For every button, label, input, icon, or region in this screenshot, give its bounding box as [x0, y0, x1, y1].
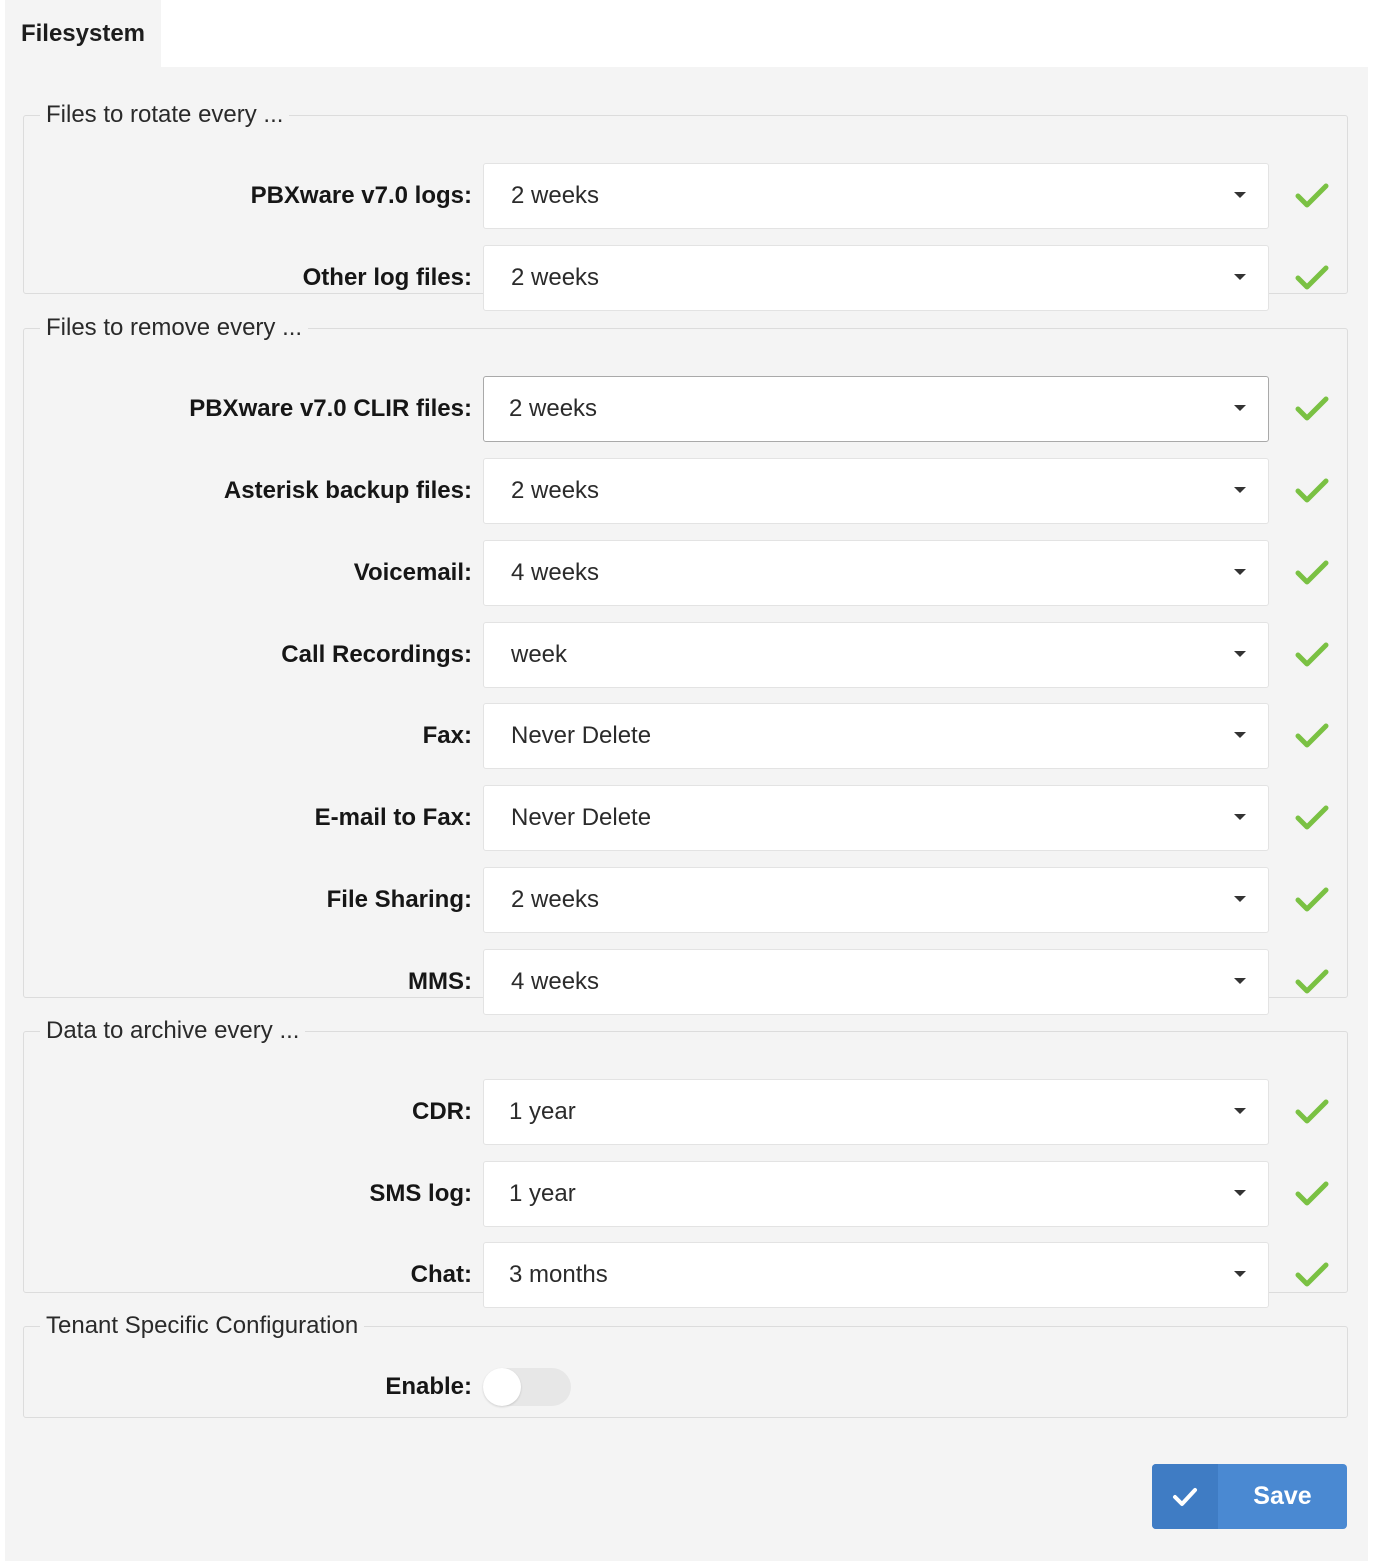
section-archive-legend: Data to archive every ...	[46, 1017, 300, 1044]
email-to-fax-value: Never Delete	[511, 804, 652, 831]
caret-down-icon	[1234, 1271, 1246, 1277]
row-voicemail	[24, 540, 1347, 606]
row-fax	[24, 703, 1347, 769]
caret-down-icon	[1234, 651, 1246, 657]
clir-files-label: PBXware v7.0 CLIR files:	[189, 395, 472, 422]
fax-select[interactable]	[483, 703, 1269, 769]
fax-value: Never Delete	[511, 722, 652, 749]
chat-value: 3 months	[509, 1261, 608, 1288]
check-icon	[1295, 968, 1329, 996]
caret-down-icon	[1234, 405, 1246, 411]
other-logs-select[interactable]	[483, 245, 1269, 311]
toggle-knob	[483, 1368, 521, 1406]
enable-label: Enable:	[385, 1373, 472, 1400]
section-remove	[23, 314, 1348, 998]
fax-label: Fax:	[422, 722, 472, 749]
check-icon	[1295, 1098, 1329, 1126]
row-chat	[24, 1242, 1347, 1308]
check-icon	[1295, 264, 1329, 292]
row-mms	[24, 949, 1347, 1015]
enable-toggle[interactable]	[483, 1368, 571, 1406]
check-icon	[1172, 1486, 1198, 1508]
settings-panel	[5, 67, 1368, 1561]
save-icon-area	[1152, 1464, 1218, 1529]
row-clir-files	[24, 376, 1347, 442]
caret-down-icon	[1234, 732, 1246, 738]
clir-files-value: 2 weeks	[509, 395, 598, 422]
file-sharing-select[interactable]	[483, 867, 1269, 933]
tab-label: Filesystem	[20, 19, 146, 47]
check-icon	[1295, 886, 1329, 914]
pbxware-logs-label: PBXware v7.0 logs:	[250, 182, 472, 209]
check-icon	[1295, 1180, 1329, 1208]
caret-down-icon	[1234, 487, 1246, 493]
section-tenant-legend: Tenant Specific Configuration	[46, 1312, 359, 1339]
row-other-logs	[24, 245, 1347, 311]
call-recordings-label: Call Recordings:	[281, 641, 472, 668]
section-archive	[23, 1017, 1348, 1293]
sms-log-label: SMS log:	[369, 1180, 472, 1207]
section-rotate-legend: Files to rotate every ...	[46, 101, 284, 128]
check-icon	[1295, 477, 1329, 505]
check-icon	[1295, 395, 1329, 423]
check-icon	[1295, 641, 1329, 669]
email-to-fax-select[interactable]	[483, 785, 1269, 851]
check-icon	[1295, 1261, 1329, 1289]
other-logs-value: 2 weeks	[511, 264, 600, 291]
clir-files-select[interactable]	[483, 376, 1269, 442]
cdr-value: 1 year	[509, 1098, 576, 1125]
chat-label: Chat:	[410, 1261, 472, 1288]
caret-down-icon	[1234, 192, 1246, 198]
other-logs-label: Other log files:	[302, 264, 472, 291]
caret-down-icon	[1234, 569, 1246, 575]
row-sms-log	[24, 1161, 1347, 1227]
check-icon	[1295, 804, 1329, 832]
row-email-to-fax	[24, 785, 1347, 851]
asterisk-backup-label: Asterisk backup files:	[223, 477, 472, 504]
file-sharing-value: 2 weeks	[511, 886, 600, 913]
voicemail-label: Voicemail:	[353, 559, 472, 586]
asterisk-backup-value: 2 weeks	[511, 477, 600, 504]
caret-down-icon	[1234, 896, 1246, 902]
call-recordings-value: week	[511, 641, 568, 668]
pbxware-logs-select[interactable]	[483, 163, 1269, 229]
section-rotate	[23, 101, 1348, 294]
email-to-fax-label: E-mail to Fax:	[314, 804, 472, 831]
row-call-recordings	[24, 622, 1347, 688]
voicemail-select[interactable]	[483, 540, 1269, 606]
call-recordings-select[interactable]	[483, 622, 1269, 688]
section-remove-legend: Files to remove every ...	[46, 314, 303, 341]
cdr-label: CDR:	[412, 1098, 472, 1125]
row-asterisk-backup	[24, 458, 1347, 524]
mms-select[interactable]	[483, 949, 1269, 1015]
asterisk-backup-select[interactable]	[483, 458, 1269, 524]
section-tenant	[23, 1312, 1348, 1418]
caret-down-icon	[1234, 814, 1246, 820]
file-sharing-label: File Sharing:	[326, 886, 472, 913]
mms-label: MMS:	[408, 968, 472, 995]
pbxware-logs-value: 2 weeks	[511, 182, 600, 209]
sms-log-value: 1 year	[509, 1180, 576, 1207]
cdr-select[interactable]	[483, 1079, 1269, 1145]
caret-down-icon	[1234, 978, 1246, 984]
sms-log-select[interactable]	[483, 1161, 1269, 1227]
caret-down-icon	[1234, 1190, 1246, 1196]
save-button-label: Save	[1253, 1482, 1312, 1510]
caret-down-icon	[1234, 274, 1246, 280]
chat-select[interactable]	[483, 1242, 1269, 1308]
check-icon	[1295, 559, 1329, 587]
row-pbxware-logs	[24, 163, 1347, 229]
row-cdr	[24, 1079, 1347, 1145]
row-file-sharing	[24, 867, 1347, 933]
check-icon	[1295, 182, 1329, 210]
save-button[interactable]	[1152, 1464, 1347, 1529]
mms-value: 4 weeks	[511, 968, 600, 995]
check-icon	[1295, 722, 1329, 750]
voicemail-value: 4 weeks	[511, 559, 600, 586]
caret-down-icon	[1234, 1108, 1246, 1114]
tab-filesystem[interactable]	[5, 0, 161, 67]
row-enable	[24, 1368, 1347, 1406]
